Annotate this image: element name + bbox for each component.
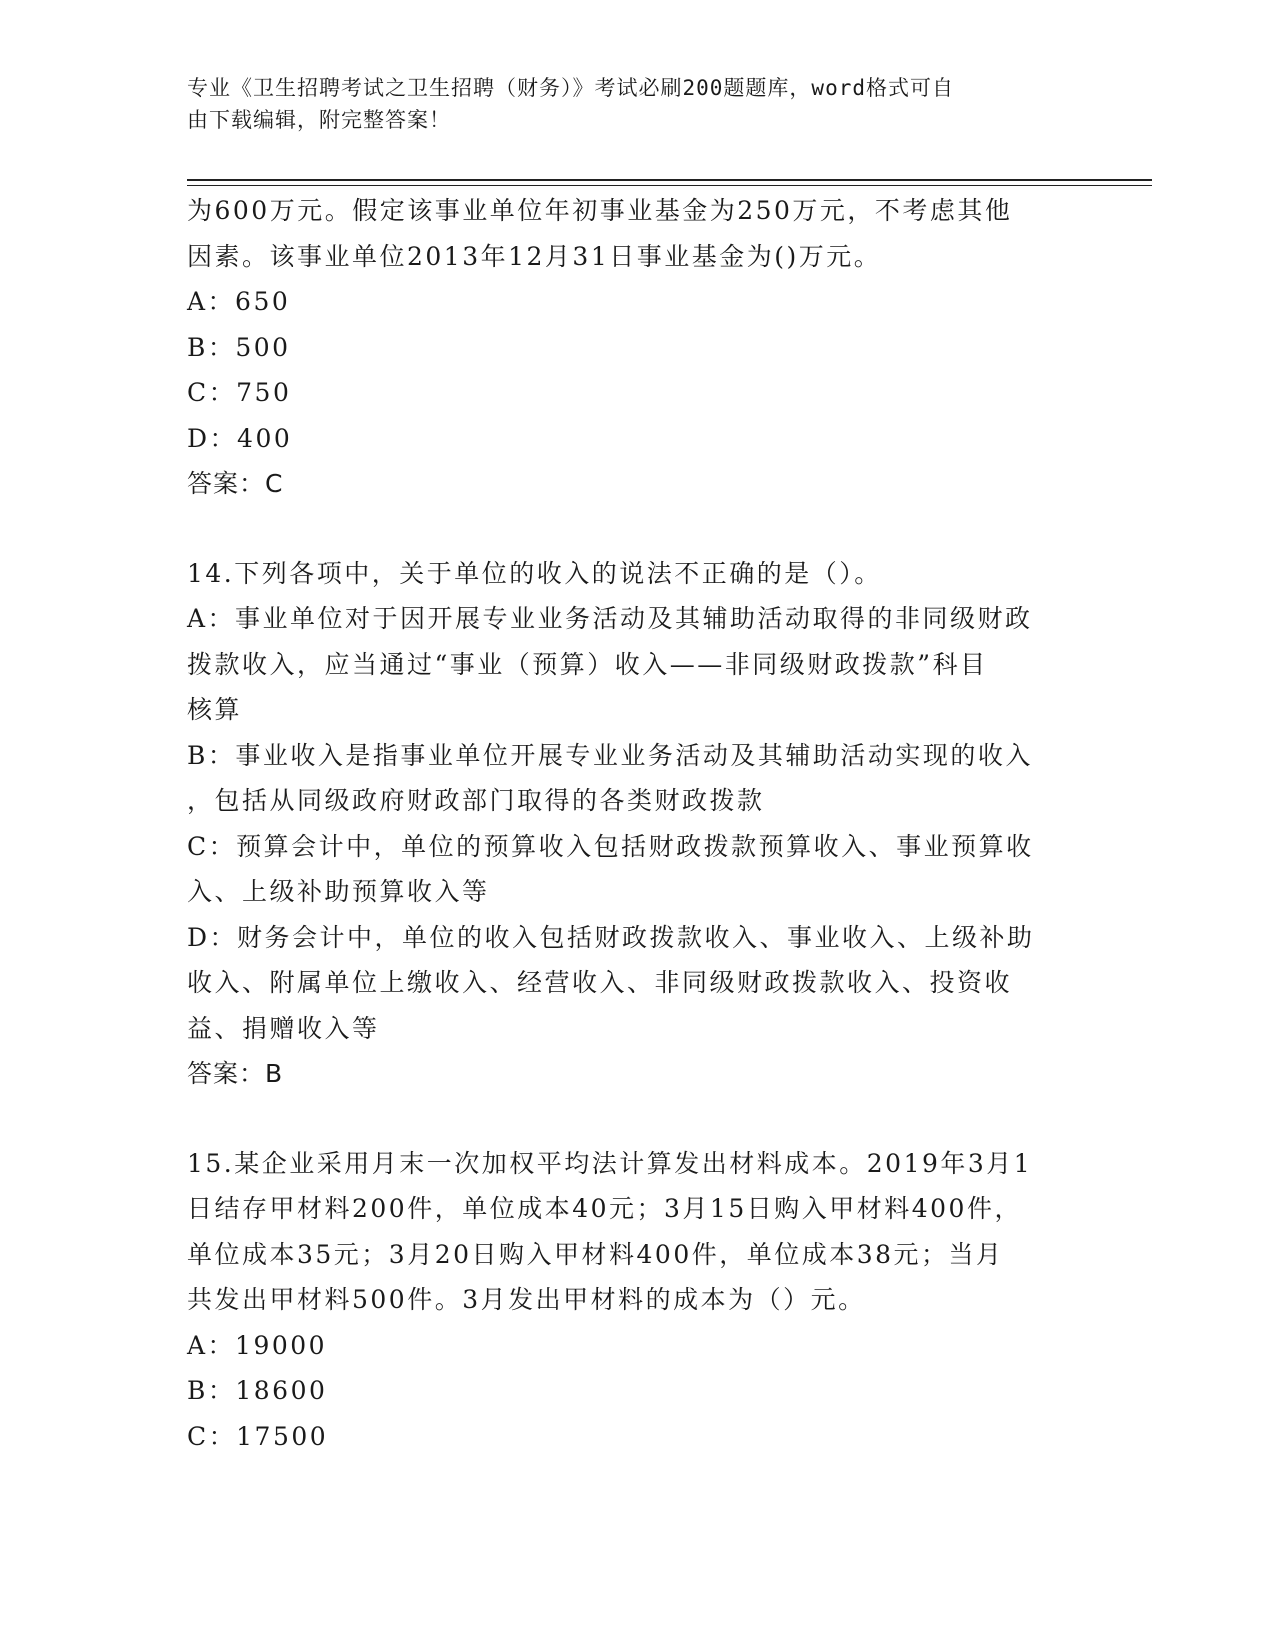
option-c-line: C：预算会计中，单位的预算收入包括财政拨款预算收入、事业预算收: [187, 831, 1034, 861]
question-stem-line: 因素。该事业单位2013年12月31日事业基金为()万元。: [187, 241, 882, 271]
header-rule-thick: [187, 179, 1152, 181]
option-b: B：18600: [187, 1376, 328, 1405]
option-d-line: D：财务会计中，单位的收入包括财政拨款收入、事业收入、上级补助: [187, 922, 1035, 952]
option-d: D：400: [187, 423, 293, 453]
option-b-line: ，包括从同级政府财政部门取得的各类财政拨款: [187, 786, 765, 815]
option-d-line: 收入、附属单位上缴收入、经营收入、非同级财政拨款收入、投资收: [187, 968, 1013, 997]
question-15: [187, 1141, 1067, 1460]
option-a: A：19000: [187, 1330, 328, 1360]
question-spacer: [187, 507, 1067, 551]
option-b-line: B：事业收入是指事业单位开展专业业务活动及其辅助活动实现的收入: [187, 740, 1033, 770]
page-header: [187, 72, 1067, 136]
question-stem-line: 为600万元。假定该事业单位年初事业基金为250万元，不考虑其他: [187, 196, 1013, 225]
question-spacer: [187, 1097, 1067, 1141]
option-a-line: 核算: [187, 695, 243, 724]
answer-line: 答案：C: [187, 469, 284, 498]
document-body: [187, 188, 1067, 1459]
option-c-line: 入、上级补助预算收入等: [187, 877, 490, 906]
question-stem-line: 共发出甲材料500件。3月发出甲材料的成本为（）元。: [187, 1285, 866, 1314]
header-rule-thin: [187, 185, 1152, 186]
option-a-line: 拨款收入，应当通过“事业（预算）收入——非同级财政拨款”科目: [187, 649, 988, 679]
option-d-line: 益、捐赠收入等: [187, 1013, 380, 1043]
option-a: A：650: [187, 287, 291, 316]
question-stem-line: 15.某企业采用月末一次加权平均法计算发出材料成本。2019年3月1: [187, 1148, 1033, 1178]
question-14: [187, 551, 1067, 1097]
option-c: C：17500: [187, 1421, 329, 1451]
header-line-1: 专业《卫生招聘考试之卫生招聘（财务）》考试必刷200题题库，word格式可自: [187, 76, 954, 100]
question-stem: 14.下列各项中，关于单位的收入的说法不正确的是（）。: [187, 558, 882, 588]
question-13: [187, 188, 1067, 507]
answer-line: 答案：B: [187, 1059, 284, 1088]
question-stem-line: 单位成本35元；3月20日购入甲材料400件，单位成本38元；当月: [187, 1239, 1004, 1269]
option-a-line: A：事业单位对于因开展专业业务活动及其辅助活动取得的非同级财政: [187, 604, 1033, 633]
header-line-2: 由下载编辑，附完整答案！: [187, 108, 451, 132]
option-b: B：500: [187, 332, 291, 362]
question-stem-line: 日结存甲材料200件，单位成本40元；3月15日购入甲材料400件，: [187, 1194, 1022, 1223]
option-c: C：750: [187, 378, 292, 407]
